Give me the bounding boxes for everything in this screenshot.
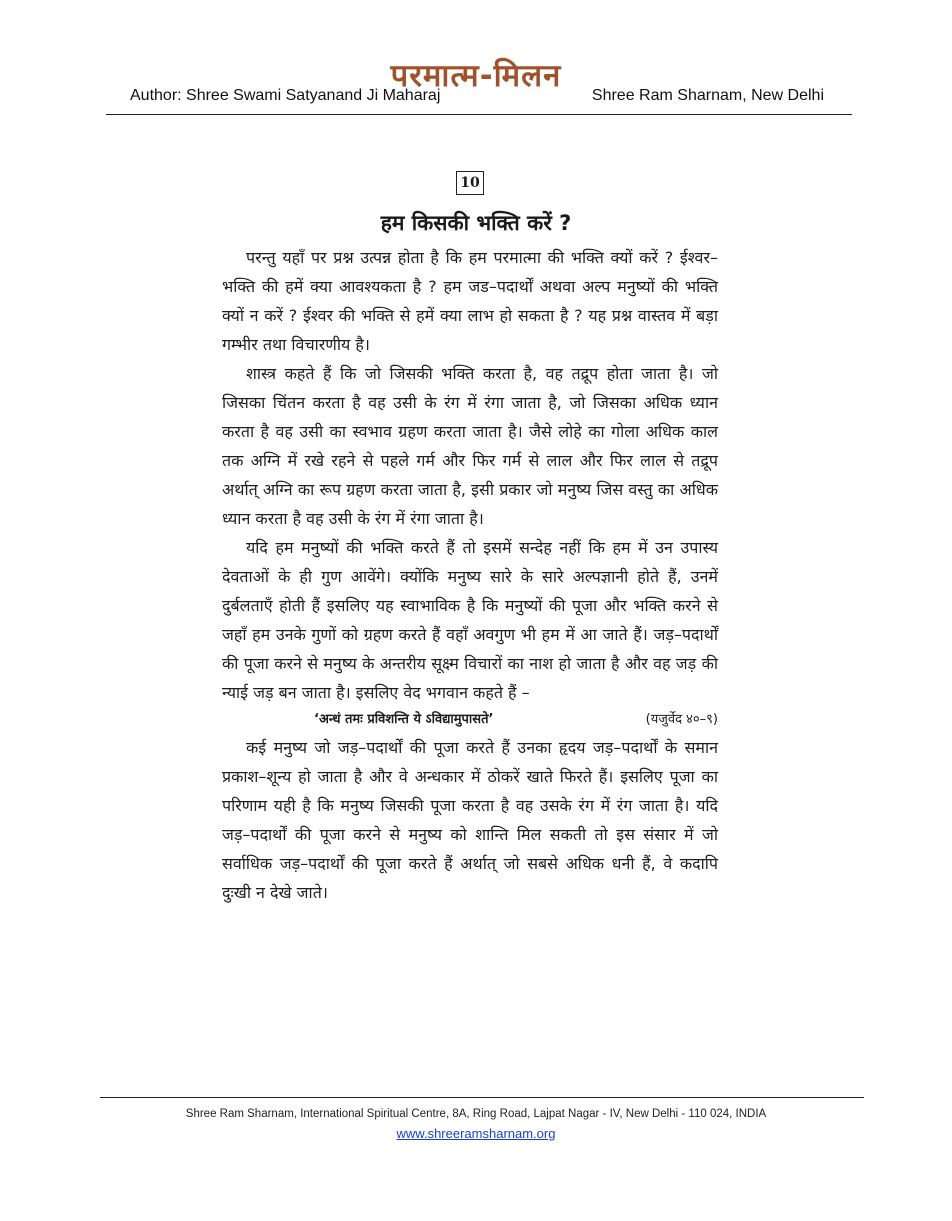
paragraph: शास्त्र कहते हैं कि जो जिसकी भक्ति करता है, वह तद्रूप होता जाता है। जो जिसका चिंतन करता है वह उसी के रंग में रंगा जाता है, जो जिसका अधिक ध्यान करता है वह उसी का स्वभाव ग्रहण करता जाता है। जैसे लोहे का गोला अधिक काल तक अग्नि में रखे रहने से पहले गर्म और फिर गर्म से लाल और फिर लाल से तद्रूप अर्थात् अग्नि का रूप ग्रहण करता जाता है, इसी प्रकार जो मनुष्य जिस वस्तु का अधिक ध्यान करता है वह उसी के रंग में रंगा जाता है। [222,364,718,528]
footer-divider [100,1097,864,1098]
quote-reference: (यजुर्वेद ४०–९) [645,712,718,727]
brand-title: परमात्म-मिलन [390,58,562,94]
quote-text: ‘अन्धं तमः प्रविशन्ति ये ऽविद्यामुपासते’ [314,712,494,727]
footer-address: Shree Ram Sharnam, International Spiritual Centre, 8A, Ring Road, Lajpat Nagar - IV, New Delhi - 110 024, INDIA [185,1108,767,1120]
publisher-line: Shree Ram Sharnam, New Delhi [591,87,824,104]
footer-website-link[interactable]: www.shreeramsharnam.org [396,1126,556,1141]
scripture-quote [222,707,718,733]
author-line: Author: Shree Swami Satyanand Ji Maharaj [130,87,441,104]
page-number: 10 [456,171,484,195]
paragraph: परन्तु यहाँ पर प्रश्न उत्पन्न होता है कि हम परमात्मा की भक्ति क्यों करें ? ईश्वर–भक्ति की हमें क्या आवश्यकता है ? हम जड–पदार्थों अथवा अल्प मनुष्यों की भक्ति क्यों न करें ? ईश्वर की भक्ति से हमें क्या लाभ हो सकता है ? यह प्रश्न वास्तव में बड़ा गम्भीर तथा विचारणीय है। [222,248,718,354]
paragraph: कई मनुष्य जो जड़–पदार्थों की पूजा करते हैं उनका हृदय जड़–पदार्थों के समान प्रकाश–शून्य हो जाता है और वे अन्धकार में ठोकरें खाते फिरते हैं। इसलिए पूजा का परिणाम यही है कि मनुष्य जिसकी पूजा करता है वह उसके रंग में रंग जाता है। यदि जड़–पदार्थों की पूजा करने से मनुष्य को शान्ति मिल सकती तो इस संसार में जो सर्वाधिक जड़–पदार्थों की पूजा करते हैं अर्थात् जो सबसे अधिक धनी हैं, वे कदापि दुःखी न देखे जाते। [222,738,718,902]
header-divider [106,114,852,115]
chapter-body [222,243,718,907]
chapter-title: हम किसकी भक्ति करें ? [380,211,572,235]
paragraph: यदि हम मनुष्यों की भक्ति करते हैं तो इसमें सन्देह नहीं कि हम में उन उपास्य देवताओं के ही गुण आवेंगे। क्योंकि मनुष्य सारे के सारे अल्पज्ञानी होते हैं, उनमें दुर्बलताएँ होती हैं इसलिए यह स्वाभाविक है कि मनुष्यों की पूजा और भक्ति करने से जहाँ हम उनके गुणों को ग्रहण करते हैं वहाँ अवगुण भी हम में आ जाते हैं। जड़–पदार्थों की पूजा करने से मनुष्य के अन्तरीय सूक्ष्म विचारों का नाश हो जाता है और वह जड़ की न्याई जड़ बन जाता है। इसलिए वेद भगवान कहते हैं – [222,538,718,702]
